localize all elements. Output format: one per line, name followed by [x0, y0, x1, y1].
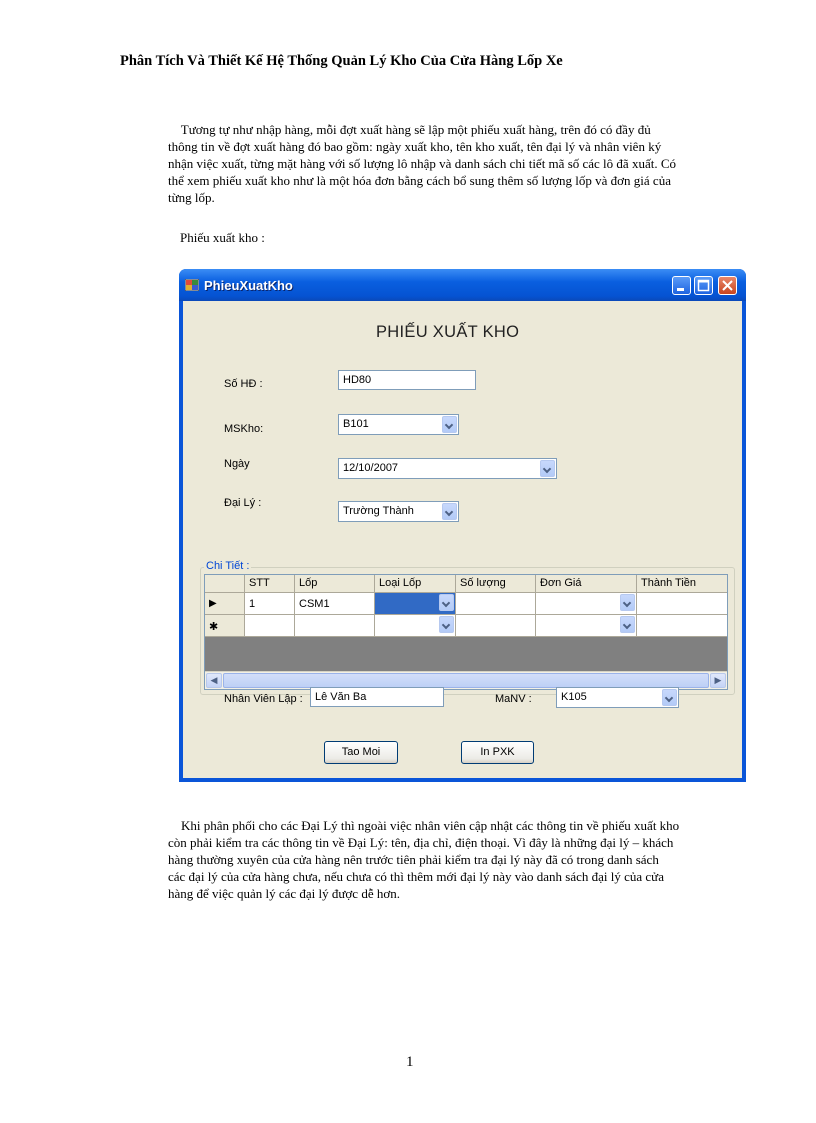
page-number: 1 [406, 1054, 414, 1070]
column-header[interactable]: Thành Tiền [637, 575, 728, 593]
title-bar[interactable] [179, 269, 746, 301]
ms-kho-value: B101 [343, 418, 369, 430]
closing-paragraph [168, 817, 748, 902]
chevron-down-icon[interactable] [620, 616, 635, 633]
detail-grid[interactable] [204, 574, 728, 690]
cell-lop[interactable]: CSM1 [295, 593, 375, 615]
tao-moi-button[interactable]: Tao Moi [324, 741, 398, 764]
manv-select[interactable] [556, 687, 679, 708]
close-icon [719, 277, 736, 294]
paragraph-line: hàng để việc quản lý các đại lý được dễ hơn. [168, 886, 400, 901]
table-row-new[interactable] [205, 615, 727, 637]
cell-thanh-tien[interactable] [637, 615, 728, 637]
chevron-down-icon[interactable] [540, 460, 555, 477]
column-header[interactable]: Loại Lốp [375, 575, 456, 593]
minimize-icon [673, 277, 690, 294]
column-header[interactable]: Đơn Giá [536, 575, 637, 593]
chevron-down-icon[interactable] [439, 594, 454, 611]
chevron-down-icon[interactable] [662, 689, 677, 706]
ngay-value: 12/10/2007 [343, 462, 399, 474]
nhan-vien-input[interactable]: Lê Văn Ba [310, 687, 444, 707]
row-marker[interactable]: ▶ [205, 593, 245, 615]
ms-kho-select[interactable] [338, 414, 459, 435]
scroll-left-icon[interactable]: ◀ [206, 673, 222, 688]
cell-so-luong[interactable] [456, 615, 536, 637]
paragraph-line: Khi phân phối cho các Đại Lý thì ngoài việc nhân viên cập nhật các thông tin về phiếu xuất kho [168, 818, 680, 833]
cell-lop[interactable] [295, 615, 375, 637]
chi-tiet-label: Chi Tiết : [206, 560, 250, 572]
phieu-xuat-kho-window [179, 269, 746, 782]
maximize-button[interactable] [694, 276, 713, 295]
form-client-area [183, 301, 742, 778]
intro-paragraph [168, 121, 748, 206]
paragraph-line: còn phải kiểm tra các thông tin về Đại Lý: tên, địa chỉ, điện thoại. Vì đây là những đại lý – khách [168, 835, 674, 850]
new-row-marker[interactable]: ✱ [205, 615, 245, 637]
cell-loai-lop[interactable] [375, 615, 456, 637]
chevron-down-icon[interactable] [442, 503, 457, 520]
form-title: PHIẾU XUẤT KHO [376, 323, 520, 341]
paragraph-line: Tương tự như nhập hàng, mỗi đợt xuất hàng sẽ lập một phiếu xuất hàng, trên đó có đầy đủ [168, 122, 651, 137]
app-icon [185, 279, 199, 291]
cell-don-gia[interactable] [536, 615, 637, 637]
scroll-right-icon[interactable]: ▶ [710, 673, 726, 688]
close-button[interactable] [718, 276, 737, 295]
dai-ly-select[interactable] [338, 501, 459, 522]
paragraph-line: thông tin về đợt xuất hàng đó bao gồm: ngày xuất kho, tên kho xuất, tên đại lý và nhân viên ký [168, 139, 662, 154]
manv-label: MaNV : [495, 693, 532, 705]
cell-thanh-tien[interactable] [637, 593, 728, 615]
window-title: PhieuXuatKho [204, 278, 293, 293]
minimize-button[interactable] [672, 276, 691, 295]
paragraph-line: thể xem phiếu xuất kho như là một hóa đơn bằng cách bổ sung thêm số lượng lốp và đơn giá của [168, 173, 671, 188]
chevron-down-icon[interactable] [439, 616, 454, 633]
cell-stt[interactable]: 1 [245, 593, 295, 615]
in-pxk-button[interactable]: In PXK [461, 741, 534, 764]
scroll-thumb[interactable] [223, 673, 709, 688]
column-header[interactable]: STT [245, 575, 295, 593]
column-header[interactable]: Lốp [295, 575, 375, 593]
dai-ly-label: Đại Lý : [224, 497, 262, 509]
figure-caption: Phiếu xuất kho : [180, 230, 265, 245]
chevron-down-icon[interactable] [620, 594, 635, 611]
chevron-down-icon[interactable] [442, 416, 457, 433]
ngay-label: Ngày [224, 458, 250, 470]
so-hd-label: Số HĐ : [224, 378, 263, 390]
grid-header [205, 575, 727, 593]
nhan-vien-label: Nhân Viên Lập : [224, 693, 303, 705]
document-header: Phân Tích Và Thiết Kế Hệ Thống Quản Lý Kho Của Cửa Hàng Lốp Xe [120, 53, 563, 69]
paragraph-line: từng lốp. [168, 190, 215, 205]
ms-kho-label: MSKho: [224, 423, 264, 435]
cell-stt[interactable] [245, 615, 295, 637]
table-row[interactable] [205, 593, 727, 615]
paragraph-line: các đại lý của cửa hàng chưa, nếu chưa có thì thêm mới đại lý này vào danh sách đại lý của cửa [168, 869, 664, 884]
paragraph-line: nhận việc xuất, từng mặt hàng với số lượng lô nhập và danh sách chi tiết mã số các lô đã xuất. Có [168, 156, 676, 171]
row-header-corner [205, 575, 245, 593]
column-header[interactable]: Số lượng [456, 575, 536, 593]
so-hd-input[interactable]: HD80 [338, 370, 476, 390]
maximize-icon [695, 277, 712, 294]
cell-so-luong[interactable] [456, 593, 536, 615]
ngay-date-picker[interactable] [338, 458, 557, 479]
dai-ly-value: Trường Thành [343, 505, 414, 517]
cell-don-gia[interactable] [536, 593, 637, 615]
paragraph-line: hàng thường xuyên của cửa hàng nên trước tiên phải kiểm tra đại lý này đã có trong danh sách [168, 852, 659, 867]
manv-value: K105 [561, 691, 587, 703]
cell-loai-lop[interactable] [375, 593, 456, 615]
